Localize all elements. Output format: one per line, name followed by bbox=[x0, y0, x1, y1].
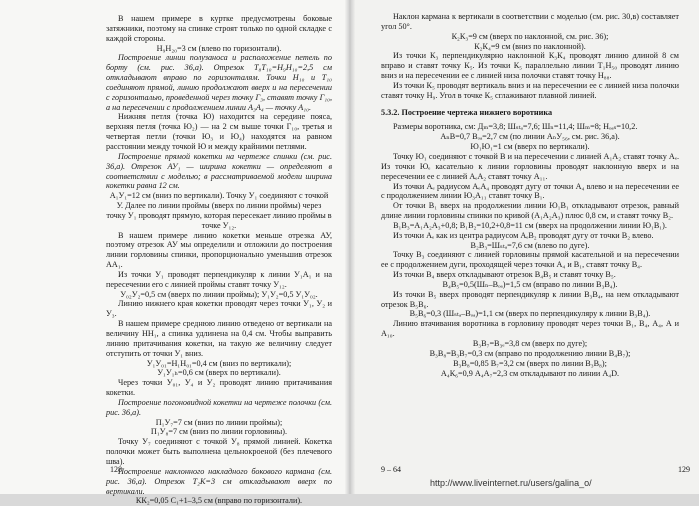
left-paragraph: Построение линии полузаноса и расположение петель по борту (см. рис. 36,а). Отрезок Т₈Т₁₀=Н₉Н₁₀=2,5 см откладывают вправо по горизонталям. Точки Н₁₀ и Т₁₀ соединяют прямой, линию продолжают вверх и на пересечении с горизонталью, проведенной через точку Г₃, ставят точку Г₁₀, а на пересечении с продолжением линии А₃А₄ — точку А₁₀. bbox=[106, 53, 332, 112]
right-paragraph: А₄К₆=0,9 А₄А₇=2,3 см откладывают по линии А₄D. bbox=[440, 368, 620, 378]
left-paragraph: Н₉Н₂₀=3 см (влево по горизонтали). bbox=[156, 43, 282, 53]
left-paragraph: У₀₂У₂=0,5 см (вверх по линии проймы); У₁У₂=0,5 У₁У₀₂. bbox=[120, 289, 318, 299]
right-paragraph: Из точки В₅ вверх проводят перпендикуляр к линии В₃В₄, на нем откладывают отрезок В₅В₆. bbox=[381, 289, 679, 309]
right-page-text bbox=[381, 12, 679, 378]
left-paragraph: В нашем примере среднюю линию отведено от вертикали на величину НН₁, а спинка удлинена на 0,4 см. Чтобы выправить линию притачивания кокетки, на такую же величину следует отступить от точки У₁ вниз. bbox=[106, 319, 332, 358]
left-paragraph: Линию нижнего края кокетки проводят через точки У₁, У₂ и У₃. bbox=[106, 299, 332, 319]
printer-signature: 9 – 64 bbox=[381, 465, 401, 474]
right-paragraph: К₂К₄=9 см (вниз по наклонной). bbox=[474, 41, 586, 51]
right-paragraph: 5.3.2. Построение чертежа нижнего воротника bbox=[381, 107, 553, 117]
left-paragraph: Построение прямой кокетки на чертеже спинки (см. рис. 36,а). Отрезок АУ₁ — ширина кокетки — определяют в соответствии с моделью; в рассматриваемой модели ширина кокетки равна 12 см. bbox=[106, 151, 332, 191]
right-paragraph: Точку В₃ соединяют с линией горловины прямой касательной и на пересечении ее с продолжением дуги, проходящей через точки А₄ и В₁, ставят точку В₄. bbox=[381, 250, 679, 270]
right-paragraph: АₙВ=0,7 Вₒₐ=2,7 см (по линии АₙУ₅₆, см. рис. 36,а). bbox=[440, 132, 620, 142]
left-paragraph: П₁У₇=7 см (вниз по линии проймы); bbox=[155, 417, 283, 427]
right-paragraph: Из точки Аₑ радиусом АₑА₄ проводят дугу от точки А₄ влево и на пересечении ее с продолжением линии Ю₃А₁₁ ставят точку В₁. bbox=[381, 181, 679, 201]
left-paragraph: У₁У₀₁=Н₁Н₀₁=0,4 см (вниз по вертикали); bbox=[146, 358, 292, 368]
left-paragraph: В нашем примере линию кокетки меньше отрезка АУ, поэтому отрезок АУ мы определили и отложили до построения линии горловины спинки, пропорционально уменьшив отрезок АА₁. bbox=[106, 230, 332, 270]
right-paragraph: В₃В₇=В₃ₑ=3,8 см (вверх по дуге); bbox=[472, 339, 588, 348]
right-paragraph: Из точки В₄ вверх откладывают отрезок В₄В₅ и ставят точку В₅. bbox=[393, 270, 616, 280]
left-page bbox=[0, 0, 349, 506]
left-paragraph: Построение погоновидной кокетки на чертеже полочки (см. рис. 36,а). bbox=[106, 397, 332, 417]
left-paragraph: А₁У₁=12 см (вниз по вертикали). Точку У₁ соединяют с точкой У. Далее по линии проймы (вверх по линии проймы) через точку У₁ проводят прямую, которая пересекает линию проймы в точке У₁₂. bbox=[106, 191, 332, 230]
right-paragraph: Линию втачивания воротника в горловину проводят через точки В₁, В₄, А₄, А и А₁₀. bbox=[381, 319, 679, 339]
left-page-number: 128 bbox=[110, 465, 122, 474]
left-paragraph: В нашем примере в куртке предусмотрены боковые затяжники, поэтому на спинке строят только по одной складке с каждой стороны. bbox=[106, 14, 332, 43]
right-paragraph: В₁В₃=А₁А₂А₃+0,8; В₁В₂=10,2+0,8=11 см (вверх на продолжении линии Ю₁В₁). bbox=[393, 220, 667, 230]
right-paragraph: К₂К₃=9 см (вверх по наклонной, см. рис. 36); bbox=[451, 31, 609, 41]
book-gutter bbox=[345, 0, 355, 494]
right-paragraph: В₅В₆=0,3 (Шₛₜₐ–Вₒₐ)=1,1 см (вверх по перпендикуляру к линии В₃В₄). bbox=[409, 309, 651, 319]
left-paragraph: Нижняя петля (точка Ю) находится на середине пояса, верхняя петля (точка Ю₂) — на 2 см выше точки Г₁₀, третья и четвертая петли (точки Ю₃ и Ю₄) находятся на равном расстоянии между точкой Ю и между крайними петлями. bbox=[106, 112, 332, 151]
right-paragraph: В₂В₃=Шₛₜₐ=7,6 см (влево по дуге). bbox=[470, 240, 590, 250]
left-paragraph: У₁У₁ₕ=0,6 см (вверх по вертикали). bbox=[157, 368, 281, 378]
left-paragraph: Через точки У₀₁, У₄ и У₂ проводят линию притачивания кокетки. bbox=[106, 378, 332, 398]
right-paragraph: Точку Ю₁ соединяют с точкой В и на пересечении с линией А₁А₂ ставят точку Аₑ. Из точки Юₑ касательно к линии горловины проводят наклонную вверх и на пересечении ее с линией АₑА₂ ставят точку А₁₁. bbox=[381, 151, 679, 181]
right-paragraph: В₃В₈=В₃В₇=0,3 см (вправо по продолжению линии В₄В₇); bbox=[429, 348, 631, 358]
left-paragraph: Из точки У₁ проводят перпендикуляр к линии У₁А₁ и на пересечении его с линией проймы ставят точку У₁₂. bbox=[106, 269, 332, 289]
right-paragraph: От точки В₁ вверх на продолжении линии Ю₁В₁ откладывают отрезок, равный длине линии горловины спинки по кривой (А₁А₂А₃) плюс 0,8 см, и ставят точку В₂. bbox=[381, 201, 679, 221]
right-paragraph: В₃В₈=0,85 В₇=3,2 см (вверх по линии В₃В₈); bbox=[453, 358, 607, 368]
right-page bbox=[349, 0, 699, 494]
right-paragraph: Из точки Аₑ как из центра радиусом АₑВ₂ проводят дугу от точки В₂ влево. bbox=[393, 230, 654, 240]
left-paragraph: Точку У₇ соединяют с точкой У₈ прямой линией. Кокетка полочки может быть выполнена цельнокроеной (без плечевого шва). bbox=[106, 437, 332, 466]
left-page-text bbox=[106, 14, 332, 506]
right-paragraph: Из точки К₅ проводят вертикаль вниз и на пересечении ее с линией низа полочки ставят точку Н₉. Угол в точке К₅ сглаживают плавной линией. bbox=[381, 80, 679, 100]
right-paragraph: Размеры воротника, см: Дₘ=3,8; Шₛₜₐ=7,6; Шₙ=11,4; Шₘ=8; Нₒₐₛ=10,2. bbox=[393, 122, 638, 132]
right-paragraph: Из точки К₃ перпендикулярно наклонной К₃К₄ проводят линию длиной 8 см вправо и ставят точку К₅. Из точки К₅ параллельно линии Т₁Н₅₀ проводят линию вниз и на пересечении ее с линией низа полочки ставят точку Н₈₈. bbox=[381, 51, 679, 81]
left-paragraph: КК₂=0,05 С₁+1–3,5 см (вправо по горизонтали). bbox=[135, 496, 303, 506]
right-paragraph: В₄В₅=0,5(Шₙ–Вₒₐ)=1,5 см (вправо по линии В₃В₄). bbox=[442, 279, 618, 289]
left-paragraph: П₁У₈=7 см (вниз по линии горловины). bbox=[150, 427, 288, 437]
right-paragraph: Наклон кармана к вертикали в соответствии с моделью (см. рис. 30,в) составляет угол 50°. bbox=[381, 12, 679, 31]
watermark-url: http://www.liveinternet.ru/users/galina_o/ bbox=[430, 478, 592, 488]
right-page-number: 129 bbox=[678, 465, 690, 474]
right-paragraph: Ю₁Ю₁=1 см (вверх по вертикали). bbox=[470, 142, 590, 152]
left-paragraph: Построение наклонного накладного бокового кармана (см. рис. 36,а). Отрезок Т₂К=3 см откладывают вверх по вертикали. bbox=[106, 466, 332, 496]
